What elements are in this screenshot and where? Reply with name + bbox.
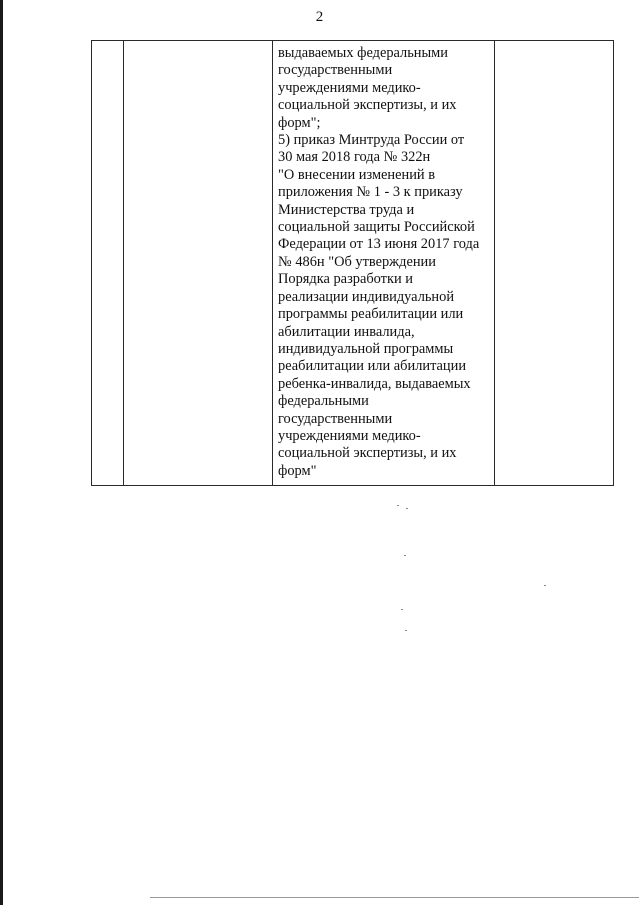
scan-speck [404, 555, 406, 556]
scan-speck [397, 505, 399, 506]
table-cell-text: выдаваемых федеральными государственными учреждениями медико- социальной экспертизы, и их форм"; 5) приказ Минтруда России от 30 мая 2018 года № 322н "О внесении изменений в приложения № 1 - 3 к приказу Министерства труда и социальной защиты Российской Федерации от 13 июня 2017 года № 486н "Об утверждении Порядка разработки и реализации индивидуальной программы реабилитации или абилитации инвалида, индивидуальной программы реабилитации или абилитации ребенка-инвалида, выдаваемых федеральными государственными учреждениями медико- социальной экспертизы, и их форм" [278, 45, 480, 479]
page-number: 2 [315, 9, 324, 25]
table-column-divider [123, 41, 124, 485]
scan-speck [401, 609, 403, 610]
table-column-divider [272, 41, 273, 485]
document-table [91, 40, 614, 486]
table-column-divider [494, 41, 495, 485]
scan-speck [544, 585, 546, 586]
scan-speck [405, 630, 407, 631]
scan-speck [406, 508, 408, 509]
scan-bottom-line [150, 897, 639, 898]
scan-left-edge [0, 0, 3, 905]
